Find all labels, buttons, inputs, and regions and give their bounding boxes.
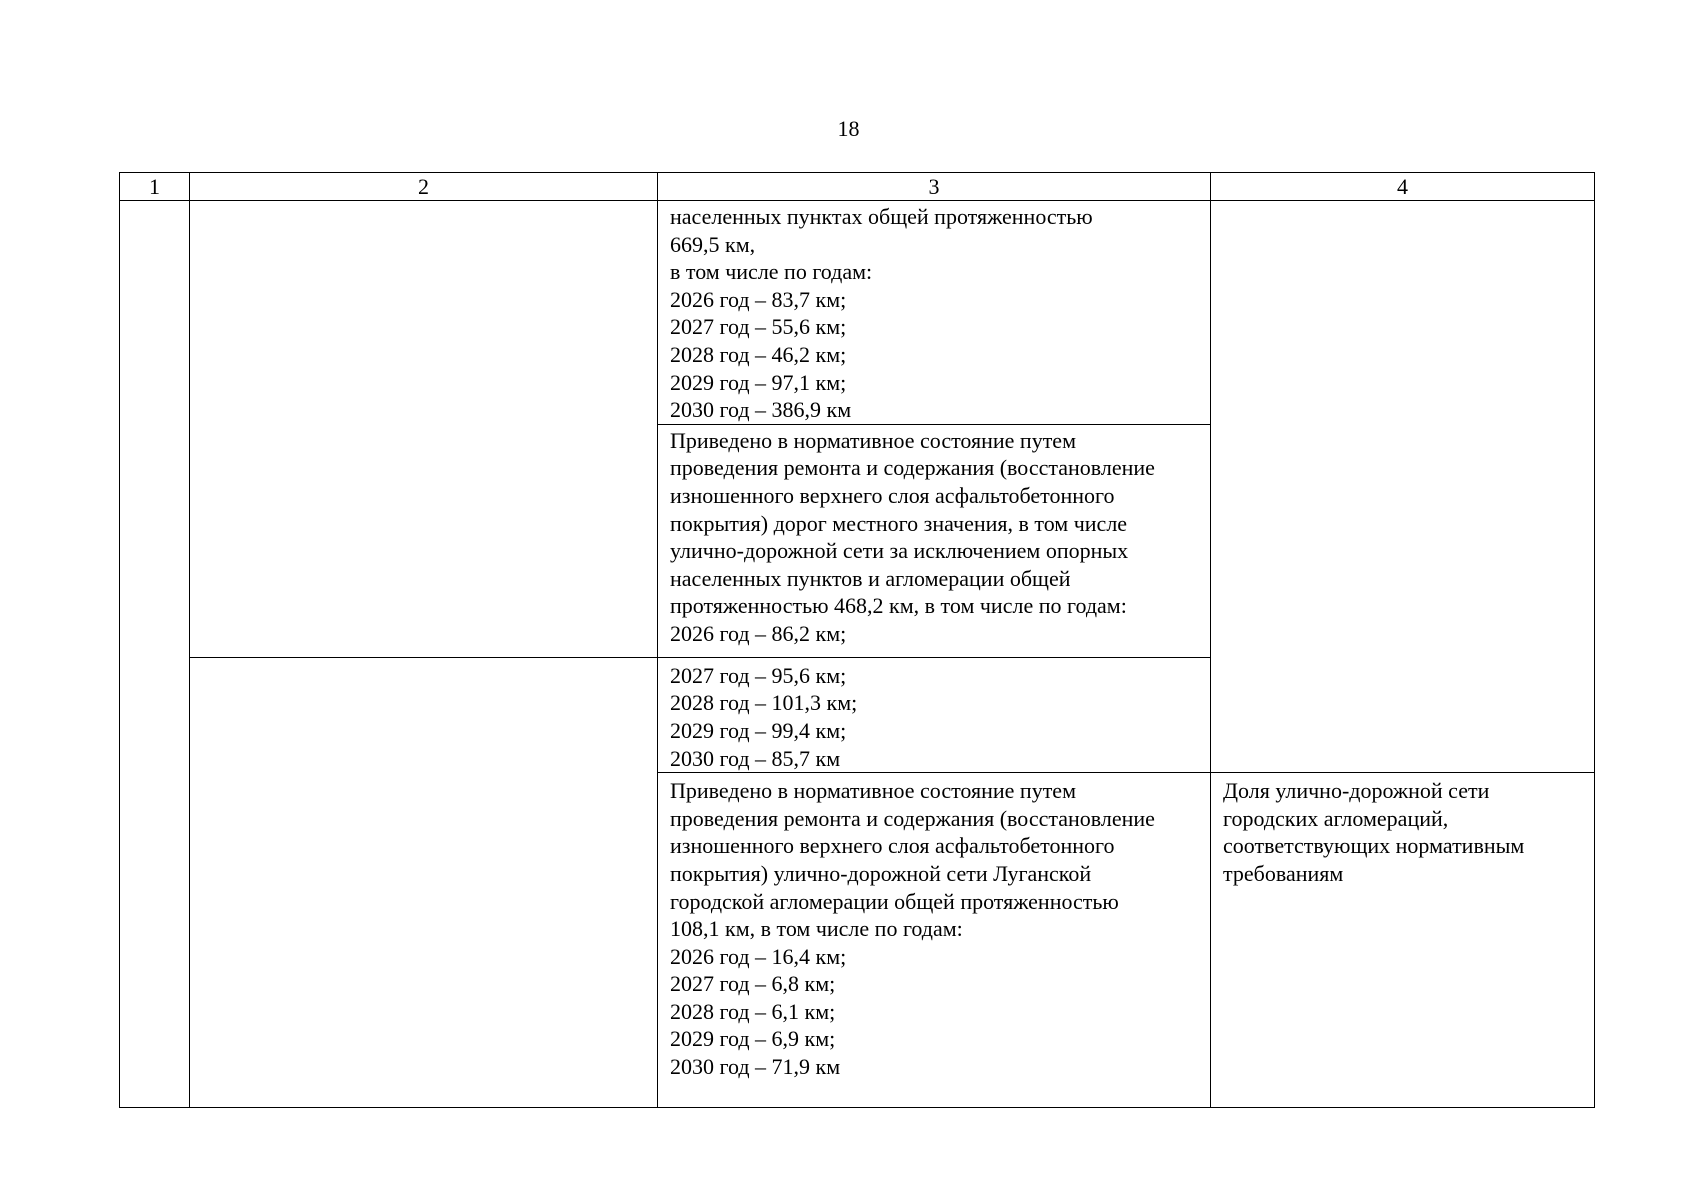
measures-table <box>119 172 1595 1108</box>
column-header-2: 2 <box>190 173 658 201</box>
text-line: улично-дорожной сети за исключением опорных <box>670 538 1129 564</box>
header-row <box>120 173 1595 201</box>
text-line: проведения ремонта и содержания (восстановление <box>670 805 1155 831</box>
result-cell-lugansk-agglomeration <box>658 773 1211 1108</box>
text-line: населенных пунктов и агломерации общей <box>670 565 1071 591</box>
text-line: протяженностью 468,2 км, в том числе по годам: <box>670 593 1127 619</box>
text-line: 2027 год – 6,8 км; <box>670 971 836 997</box>
text-line: требованиям <box>1223 860 1344 886</box>
column-2-cell-upper <box>190 201 658 658</box>
text-line: Приведено в нормативное состояние путем <box>670 427 1076 453</box>
result-cell-local-roads <box>658 424 1211 657</box>
text-line: 2026 год – 86,2 км; <box>670 620 847 646</box>
text-line: 669,5 км, <box>670 231 756 257</box>
column-header-4: 4 <box>1211 173 1595 201</box>
page-number: 18 <box>837 116 860 141</box>
result-cell-local-settlements <box>658 201 1211 425</box>
column-1-cell <box>120 201 190 1108</box>
text-line: городских агломераций, <box>1223 805 1449 831</box>
text-line: соответствующих нормативным <box>1223 833 1525 859</box>
column-2-cell-lower <box>190 657 658 1107</box>
text-line: 2027 год – 55,6 км; <box>670 314 847 340</box>
text-line: 2029 год – 6,9 км; <box>670 1026 836 1052</box>
text-line: 2030 год – 386,9 км <box>670 397 852 423</box>
text-line: 2028 год – 46,2 км; <box>670 341 847 367</box>
column-header-1: 1 <box>120 173 190 201</box>
text-line: 2026 год – 16,4 км; <box>670 943 847 969</box>
text-line: 2028 год – 6,1 км; <box>670 998 836 1024</box>
text-line: 2026 год – 83,7 км; <box>670 286 847 312</box>
text-line: 108,1 км, в том числе по годам: <box>670 916 963 942</box>
text-line: 2029 год – 97,1 км; <box>670 369 847 395</box>
indicator-cell <box>1211 773 1595 1108</box>
table-row <box>120 201 1595 425</box>
text-line: 2029 год – 99,4 км; <box>670 717 847 743</box>
text-line: покрытия) улично-дорожной сети Луганской <box>670 860 1092 886</box>
text-line: 2028 год – 101,3 км; <box>670 690 858 716</box>
text-line: изношенного верхнего слоя асфальтобетонного <box>670 833 1115 859</box>
column-header-3: 3 <box>658 173 1211 201</box>
result-cell-local-roads-continued <box>658 657 1211 772</box>
text-line: 2027 год – 95,6 км; <box>670 662 847 688</box>
text-line: покрытия) дорог местного значения, в том числе <box>670 510 1128 536</box>
text-line: населенных пунктах общей протяженностью <box>670 204 1093 229</box>
text-line: городской агломерации общей протяженностью <box>670 888 1119 914</box>
text-line: Приведено в нормативное состояние путем <box>670 778 1076 804</box>
text-line: изношенного верхнего слоя асфальтобетонного <box>670 482 1115 508</box>
text-line: в том числе по годам: <box>670 259 873 285</box>
text-line: 2030 год – 71,9 км <box>670 1054 841 1080</box>
text-line: 2030 год – 85,7 км <box>670 745 841 771</box>
column-4-cell-upper <box>1211 201 1595 773</box>
text-line: Доля улично-дорожной сети <box>1223 778 1490 804</box>
text-line: проведения ремонта и содержания (восстановление <box>670 455 1155 481</box>
